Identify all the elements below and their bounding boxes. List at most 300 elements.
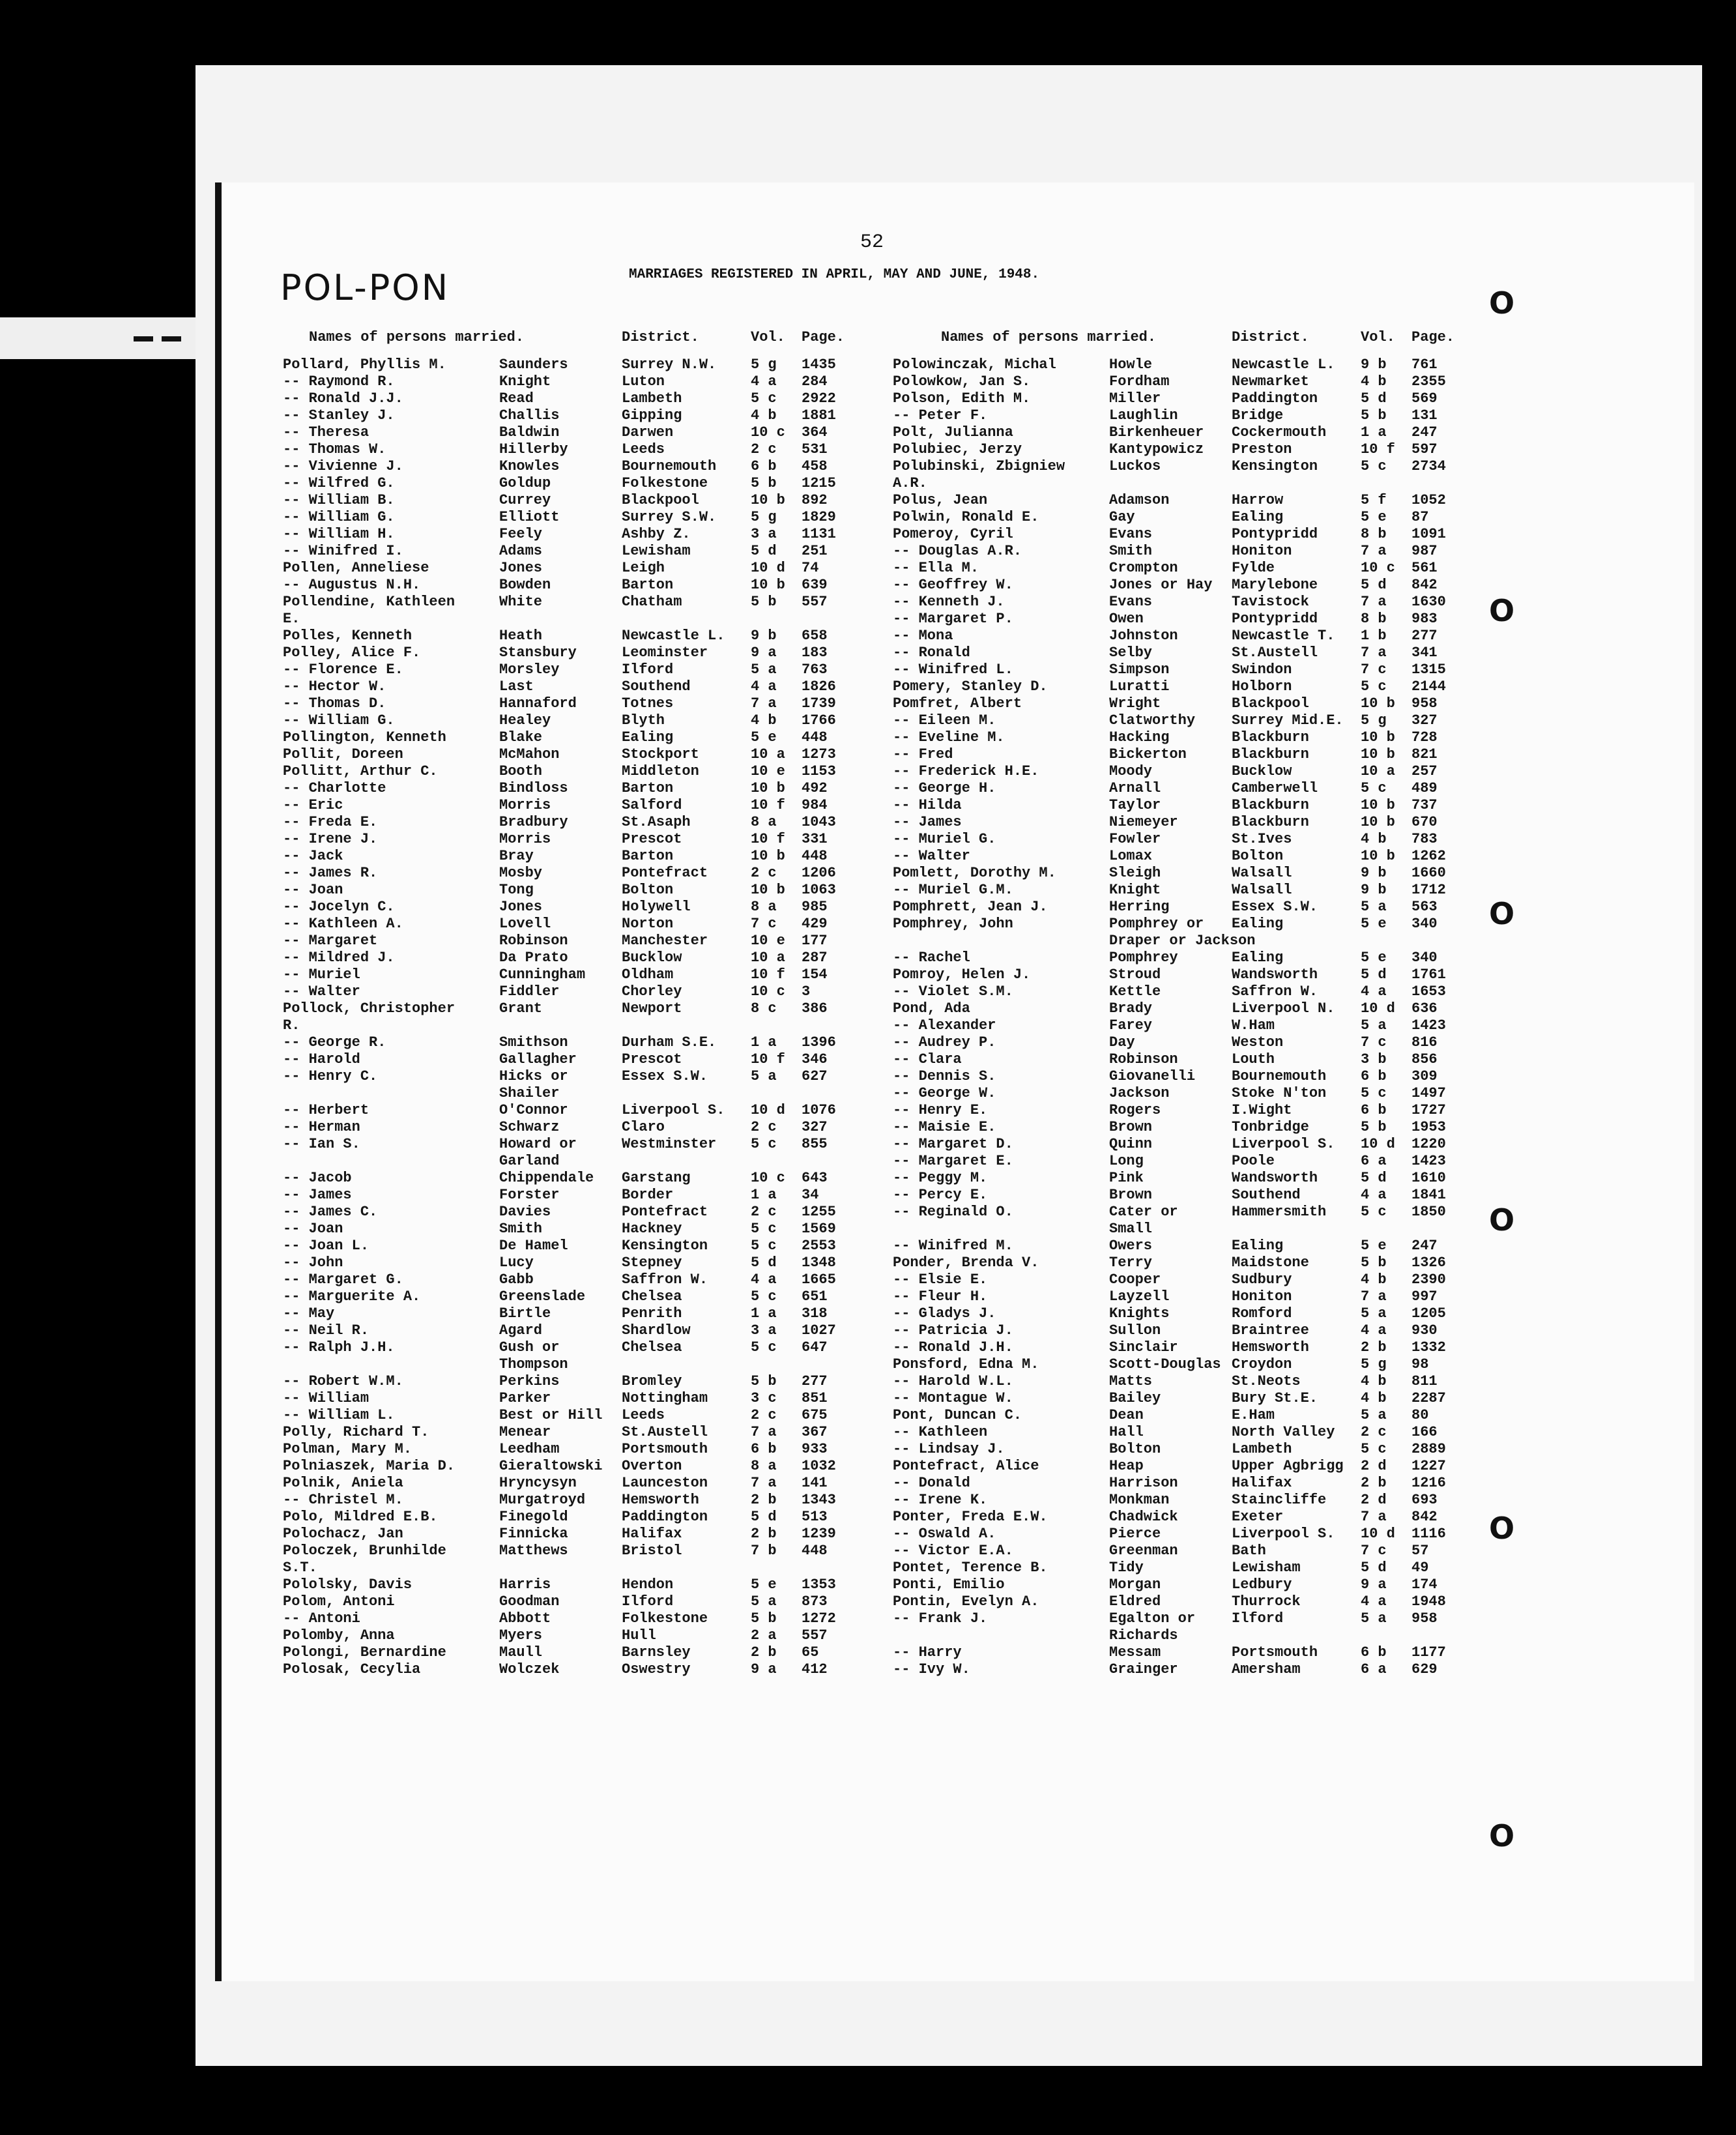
entry-name: Pomphrey, John — [893, 916, 1013, 932]
entry-spouse: Taylor — [1109, 797, 1161, 813]
entry-spouse: Matthews — [499, 1543, 568, 1559]
entry-district: Kensington — [1232, 458, 1318, 474]
entry-spouse: Messam — [1109, 1644, 1161, 1661]
entry-page: 247 — [1411, 1238, 1438, 1254]
entry-spouse: Agard — [499, 1322, 543, 1339]
entry-name: -- Margaret D. — [893, 1136, 1013, 1152]
entry-name: -- William H. — [283, 526, 395, 542]
entry-page: 141 — [802, 1475, 828, 1491]
entry-name: Polo, Mildred E.B. — [283, 1509, 438, 1525]
entry-district: Stockport — [622, 746, 699, 762]
entry-page: 933 — [802, 1441, 828, 1457]
entry-vol: 3 b — [1361, 1051, 1387, 1068]
entry-vol: 4 a — [1361, 1593, 1387, 1610]
entry-spouse: Finnicka — [499, 1526, 568, 1542]
entry-spouse: Brown — [1109, 1187, 1153, 1203]
entry-spouse: Bolton — [1109, 1441, 1161, 1457]
entry-spouse: Birtle — [499, 1305, 551, 1322]
entry-district: Braintree — [1232, 1322, 1309, 1339]
entry-page: 1205 — [1411, 1305, 1446, 1322]
entry-page: 1850 — [1411, 1204, 1446, 1220]
entry-name: -- Robert W.M. — [283, 1373, 403, 1389]
entry-district: Ilford — [1232, 1610, 1284, 1627]
entry-vol: 10 a — [1361, 763, 1395, 779]
header-district: District. — [622, 329, 699, 345]
entry-page: 643 — [802, 1170, 828, 1186]
entry-spouse: Jones — [499, 899, 543, 915]
entry-name: Pollitt, Arthur C. — [283, 763, 438, 779]
entry-district: Lambeth — [622, 390, 682, 407]
entry-page: 1761 — [1411, 966, 1446, 983]
entry-district: Manchester — [622, 933, 708, 949]
entry-name: -- George W. — [893, 1085, 996, 1101]
entry-page: 74 — [802, 560, 819, 576]
entry-spouse: Currey — [499, 492, 551, 508]
entry-vol: 9 a — [1361, 1576, 1387, 1593]
entry-vol: 5 e — [1361, 509, 1387, 525]
entry-page: 2287 — [1411, 1390, 1446, 1406]
entry-spouse: Hryncysyn — [499, 1475, 577, 1491]
entry-spouse: Fowler — [1109, 831, 1161, 847]
entry-vol: 9 b — [751, 628, 777, 644]
entry-vol: 4 b — [1361, 373, 1387, 390]
entry-page: 1569 — [802, 1221, 836, 1237]
header-page: Page. — [802, 329, 845, 345]
entry-vol: 4 b — [1361, 831, 1387, 847]
entry-name: -- James — [283, 1187, 352, 1203]
entry-name: -- Winifred M. — [893, 1238, 1013, 1254]
entry-page: 448 — [802, 1543, 828, 1559]
entry-page: 958 — [1411, 1610, 1438, 1627]
page-number: 52 — [860, 231, 884, 254]
entry-page: 1043 — [802, 814, 836, 830]
register-heading: MARRIAGES REGISTERED IN APRIL, MAY AND JUNE, 1948. — [629, 267, 1040, 282]
entry-name: Polwin, Ronald E. — [893, 509, 1039, 525]
entry-name: Polnik, Aniela — [283, 1475, 403, 1491]
entry-district: Bath — [1232, 1543, 1266, 1559]
entry-spouse: Finegold — [499, 1509, 568, 1525]
entry-name: -- Gladys J. — [893, 1305, 996, 1322]
entry-vol: 7 c — [1361, 1034, 1387, 1051]
entry-vol: 7 c — [751, 916, 777, 932]
entry-district: Bristol — [622, 1543, 682, 1559]
entry-vol: 5 e — [751, 729, 777, 746]
entry-name: -- Winifred L. — [893, 661, 1013, 678]
entry-district: Bucklow — [622, 950, 682, 966]
entry-page: 57 — [1411, 1543, 1429, 1559]
entry-name: Pomeroy, Cyril — [893, 526, 1013, 542]
entry-vol: 5 c — [1361, 1085, 1387, 1101]
strip-mark — [162, 336, 181, 341]
entry-name: -- William — [283, 1390, 369, 1406]
entry-district: Blackburn — [1232, 729, 1309, 746]
entry-name: -- Eveline M. — [893, 729, 1005, 746]
entry-page: 183 — [802, 645, 828, 661]
entry-name: Pomfret, Albert — [893, 695, 1022, 712]
entry-page: 647 — [802, 1339, 828, 1356]
entry-district: Thurrock — [1232, 1593, 1301, 1610]
entry-page: 1841 — [1411, 1187, 1446, 1203]
entry-page: 340 — [1411, 950, 1438, 966]
entry-page: 492 — [802, 780, 828, 796]
entry-spouse: Stroud — [1109, 966, 1161, 983]
entry-spouse: Shailer — [499, 1085, 560, 1101]
entry-page: 284 — [802, 373, 828, 390]
entry-page: 1032 — [802, 1458, 836, 1474]
entry-page: 561 — [1411, 560, 1438, 576]
entry-page: 855 — [802, 1136, 828, 1152]
entry-name: Polom, Antoni — [283, 1593, 395, 1610]
entry-page: 318 — [802, 1305, 828, 1322]
entry-page: 177 — [802, 933, 828, 949]
entry-spouse: Dean — [1109, 1407, 1144, 1423]
entry-spouse: Lomax — [1109, 848, 1153, 864]
entry-page: 1343 — [802, 1492, 836, 1508]
entry-page: 763 — [802, 661, 828, 678]
entry-spouse: Goodman — [499, 1593, 560, 1610]
entry-name: -- Mona — [893, 628, 953, 644]
entry-spouse: Robinson — [499, 933, 568, 949]
entry-name: -- Winifred I. — [283, 543, 403, 559]
entry-spouse: Bray — [499, 848, 534, 864]
entry-page: 154 — [802, 966, 828, 983]
entry-spouse: Greenslade — [499, 1288, 586, 1305]
entry-vol: 7 c — [1361, 1543, 1387, 1559]
header-vol: Vol. — [751, 329, 785, 345]
entry-district: Holborn — [1232, 678, 1292, 695]
entry-district: Amersham — [1232, 1661, 1301, 1678]
entry-spouse: Cater or — [1109, 1204, 1178, 1220]
entry-district: Newport — [622, 1000, 682, 1017]
entry-district: Newcastle L. — [622, 628, 725, 644]
entry-page: 1227 — [1411, 1458, 1446, 1474]
entry-page: 821 — [1411, 746, 1438, 762]
entry-spouse: Read — [499, 390, 534, 407]
entry-name: Polongi, Bernardine — [283, 1644, 446, 1661]
entry-spouse: Davies — [499, 1204, 551, 1220]
entry-vol: 10 b — [751, 882, 785, 898]
entry-name: -- Margaret P. — [893, 611, 1013, 627]
entry-district: Prescot — [622, 831, 682, 847]
entry-vol: 5 c — [751, 390, 777, 407]
entry-district: Honiton — [1232, 543, 1292, 559]
entry-page: 1116 — [1411, 1526, 1446, 1542]
entry-district: Louth — [1232, 1051, 1275, 1068]
entry-spouse: Smithson — [499, 1034, 568, 1051]
entry-district: Blackburn — [1232, 746, 1309, 762]
entry-page: 569 — [1411, 390, 1438, 407]
entry-spouse: White — [499, 594, 543, 610]
entry-spouse: Laughlin — [1109, 407, 1178, 424]
entry-vol: 10 c — [1361, 560, 1395, 576]
entry-page: 783 — [1411, 831, 1438, 847]
entry-spouse: Lovell — [499, 916, 551, 932]
entry-spouse: Crompton — [1109, 560, 1178, 576]
entry-name: -- Geoffrey W. — [893, 577, 1013, 593]
entry-name: Polson, Edith M. — [893, 390, 1031, 407]
entry-page: 489 — [1411, 780, 1438, 796]
entry-spouse: O'Connor — [499, 1102, 568, 1118]
entry-page: 1653 — [1411, 983, 1446, 1000]
entry-district: Staincliffe — [1232, 1492, 1327, 1508]
entry-page: 49 — [1411, 1560, 1429, 1576]
entry-name: -- William G. — [283, 509, 395, 525]
entry-district: Leigh — [622, 560, 665, 576]
entry-name: -- Audrey P. — [893, 1034, 996, 1051]
entry-spouse: Garland — [499, 1153, 560, 1169]
entry-spouse: Mosby — [499, 865, 543, 881]
entry-spouse: Brady — [1109, 1000, 1153, 1017]
entry-district: Border — [622, 1187, 674, 1203]
entry-district: Folkestone — [622, 1610, 708, 1627]
entry-district: Folkestone — [622, 475, 708, 491]
entry-page: 629 — [1411, 1661, 1438, 1678]
entry-district: Penrith — [622, 1305, 682, 1322]
entry-spouse: Bradbury — [499, 814, 568, 830]
entry-page: 842 — [1411, 1509, 1438, 1525]
entry-vol: 10 e — [751, 763, 785, 779]
entry-name: -- Freda E. — [283, 814, 378, 830]
entry-district: Bolton — [1232, 848, 1284, 864]
entry-page: 531 — [802, 441, 828, 458]
entry-district: Honiton — [1232, 1288, 1292, 1305]
entry-spouse: Last — [499, 678, 534, 695]
entry-page: 1727 — [1411, 1102, 1446, 1118]
entry-page: 448 — [802, 848, 828, 864]
entry-district: Claro — [622, 1119, 665, 1135]
entry-vol: 5 d — [1361, 1170, 1387, 1186]
entry-spouse: Scott-Douglas — [1109, 1356, 1221, 1372]
entry-name: Polniaszek, Maria D. — [283, 1458, 456, 1474]
entry-vol: 10 b — [1361, 746, 1395, 762]
entry-name: R. — [283, 1017, 300, 1034]
entry-page: 563 — [1411, 899, 1438, 915]
entry-name: -- Augustus N.H. — [283, 577, 421, 593]
entry-page: 364 — [802, 424, 828, 441]
entry-vol: 5 c — [751, 1136, 777, 1152]
entry-district: Hendon — [622, 1576, 674, 1593]
entry-name: -- Douglas A.R. — [893, 543, 1022, 559]
entry-spouse: Bailey — [1109, 1390, 1161, 1406]
entry-name: Polochacz, Jan — [283, 1526, 403, 1542]
entry-district: Ealing — [1232, 509, 1284, 525]
entry-page: 1435 — [802, 356, 836, 373]
entry-name: -- Ella M. — [893, 560, 979, 576]
entry-name: -- Ivy W. — [893, 1661, 970, 1678]
entry-district: Liverpool S. — [622, 1102, 725, 1118]
entry-vol: 5 g — [751, 509, 777, 525]
entry-page: 98 — [1411, 1356, 1429, 1372]
entry-vol: 5 g — [1361, 712, 1387, 729]
entry-vol: 1 a — [751, 1305, 777, 1322]
entry-spouse: Small — [1109, 1221, 1153, 1237]
entry-name: Polomby, Anna — [283, 1627, 395, 1644]
entry-name: -- Oswald A. — [893, 1526, 996, 1542]
entry-spouse: De Hamel — [499, 1238, 568, 1254]
entry-spouse: Jones or Hay — [1109, 577, 1213, 593]
entry-page: 930 — [1411, 1322, 1438, 1339]
entry-name: -- Fleur H. — [893, 1288, 988, 1305]
entry-name: -- Hector W. — [283, 678, 386, 695]
entry-district: Pontefract — [622, 865, 708, 881]
entry-page: 985 — [802, 899, 828, 915]
entry-district: Barnsley — [622, 1644, 691, 1661]
entry-name: Polman, Mary M. — [283, 1441, 412, 1457]
entry-district: Fylde — [1232, 560, 1275, 576]
entry-vol: 10 b — [1361, 848, 1395, 864]
entry-vol: 4 b — [1361, 1373, 1387, 1389]
entry-district: Newmarket — [1232, 373, 1309, 390]
entry-district: Launceston — [622, 1475, 708, 1491]
entry-page: 1353 — [802, 1576, 836, 1593]
entry-name: Pomery, Stanley D. — [893, 678, 1048, 695]
entry-vol: 5 f — [1361, 492, 1387, 508]
entry-page: 639 — [802, 577, 828, 593]
entry-page: 1665 — [802, 1271, 836, 1288]
entry-district: Swindon — [1232, 661, 1292, 678]
entry-vol: 8 a — [751, 814, 777, 830]
entry-vol: 4 a — [751, 373, 777, 390]
entry-district: Ledbury — [1232, 1576, 1292, 1593]
entry-vol: 8 b — [1361, 611, 1387, 627]
entry-district: Overton — [622, 1458, 682, 1474]
entry-page: 873 — [802, 1593, 828, 1610]
entry-page: 257 — [1411, 763, 1438, 779]
entry-vol: 7 a — [1361, 594, 1387, 610]
entry-page: 277 — [1411, 628, 1438, 644]
entry-vol: 10 b — [1361, 695, 1395, 712]
entry-name: -- Peggy M. — [893, 1170, 988, 1186]
entry-spouse: Blake — [499, 729, 543, 746]
entry-name: Pollock, Christopher — [283, 1000, 456, 1017]
entry-spouse: Hicks or — [499, 1068, 568, 1084]
entry-vol: 5 d — [1361, 390, 1387, 407]
entry-district: Kensington — [622, 1238, 708, 1254]
entry-name: -- Margaret E. — [893, 1153, 1013, 1169]
entry-name: -- George R. — [283, 1034, 386, 1051]
entry-spouse: Booth — [499, 763, 543, 779]
entry-vol: 9 a — [751, 1661, 777, 1678]
entry-district: St.Asaph — [622, 814, 691, 830]
entry-page: 247 — [1411, 424, 1438, 441]
entry-page: 892 — [802, 492, 828, 508]
entry-vol: 7 b — [751, 1543, 777, 1559]
entry-vol: 6 a — [1361, 1661, 1387, 1678]
entry-vol: 10 b — [1361, 797, 1395, 813]
entry-vol: 2 c — [1361, 1424, 1387, 1440]
entry-spouse: Schwarz — [499, 1119, 560, 1135]
entry-page: 670 — [1411, 814, 1438, 830]
entry-district: North Valley — [1232, 1424, 1335, 1440]
entry-name: Polley, Alice F. — [283, 645, 421, 661]
punch-hole-mark: O — [1489, 896, 1515, 931]
entry-district: Maidstone — [1232, 1255, 1309, 1271]
entry-district: Weston — [1232, 1034, 1284, 1051]
entry-district: Walsall — [1232, 865, 1292, 881]
entry-name: -- Ronald — [893, 645, 970, 661]
entry-name: Polly, Richard T. — [283, 1424, 429, 1440]
entry-district: Blackpool — [1232, 695, 1309, 712]
entry-name: -- Vivienne J. — [283, 458, 403, 474]
entry-vol: 5 d — [1361, 577, 1387, 593]
entry-district: Romford — [1232, 1305, 1292, 1322]
entry-vol: 10 d — [1361, 1136, 1395, 1152]
entry-page: 367 — [802, 1424, 828, 1440]
entry-vol: 3 c — [751, 1390, 777, 1406]
entry-name: -- Muriel — [283, 966, 360, 983]
entry-vol: 5 a — [1361, 1610, 1387, 1627]
entry-name: -- Irene K. — [893, 1492, 988, 1508]
entry-vol: 2 d — [1361, 1492, 1387, 1508]
entry-vol: 4 a — [751, 678, 777, 695]
entry-district: Surrey Mid.E. — [1232, 712, 1344, 729]
entry-district: Newcastle L. — [1232, 356, 1335, 373]
entry-district: Hackney — [622, 1221, 682, 1237]
entry-vol: 5 b — [751, 594, 777, 610]
entry-district: Barton — [622, 577, 674, 593]
entry-page: 2922 — [802, 390, 836, 407]
entry-name: -- Patricia J. — [893, 1322, 1013, 1339]
entry-district: Southend — [622, 678, 691, 695]
entry-spouse: Best or Hill — [499, 1407, 603, 1423]
entry-vol: 5 c — [1361, 458, 1387, 474]
entry-page: 816 — [1411, 1034, 1438, 1051]
entry-spouse: Simpson — [1109, 661, 1170, 678]
entry-district: Leeds — [622, 1407, 665, 1423]
entry-vol: 4 a — [751, 1271, 777, 1288]
entry-spouse: Perkins — [499, 1373, 560, 1389]
entry-page: 984 — [802, 797, 828, 813]
entry-name: -- Eileen M. — [893, 712, 996, 729]
entry-district: Chelsea — [622, 1288, 682, 1305]
entry-spouse: Harrison — [1109, 1475, 1178, 1491]
entry-vol: 10 f — [751, 797, 785, 813]
entry-district: Ealing — [622, 729, 674, 746]
entry-spouse: Menear — [499, 1424, 551, 1440]
entry-spouse: Quinn — [1109, 1136, 1153, 1152]
entry-district: Ilford — [622, 661, 674, 678]
entry-district: Bury St.E. — [1232, 1390, 1318, 1406]
entry-name: -- Harold W.L. — [893, 1373, 1013, 1389]
entry-spouse: Forster — [499, 1187, 560, 1203]
entry-name: Poloczek, Brunhilde — [283, 1543, 446, 1559]
entry-spouse: Howard or — [499, 1136, 577, 1152]
entry-vol: 7 a — [1361, 1288, 1387, 1305]
entry-district: Portsmouth — [622, 1441, 708, 1457]
entry-name: -- Ronald J.J. — [283, 390, 403, 407]
entry-spouse: Owen — [1109, 611, 1144, 627]
entry-page: 1326 — [1411, 1255, 1446, 1271]
entry-spouse: Gallagher — [499, 1051, 577, 1068]
entry-page: 997 — [1411, 1288, 1438, 1305]
entry-spouse: Pomphrey — [1109, 950, 1178, 966]
entry-vol: 2 b — [1361, 1475, 1387, 1491]
entry-district: Totnes — [622, 695, 674, 712]
entry-page: 3 — [802, 983, 811, 1000]
entry-vol: 10 b — [1361, 729, 1395, 746]
entry-spouse: Monkman — [1109, 1492, 1170, 1508]
entry-vol: 8 b — [1361, 526, 1387, 542]
entry-page: 842 — [1411, 577, 1438, 593]
entry-spouse: Pierce — [1109, 1526, 1161, 1542]
entry-district: Walsall — [1232, 882, 1292, 898]
strip-mark — [134, 336, 153, 341]
entry-district: Darwen — [622, 424, 674, 441]
entry-page: 341 — [1411, 645, 1438, 661]
entry-vol: 2 c — [751, 1204, 777, 1220]
entry-name: Pond, Ada — [893, 1000, 970, 1017]
entry-name: -- James C. — [283, 1204, 378, 1220]
